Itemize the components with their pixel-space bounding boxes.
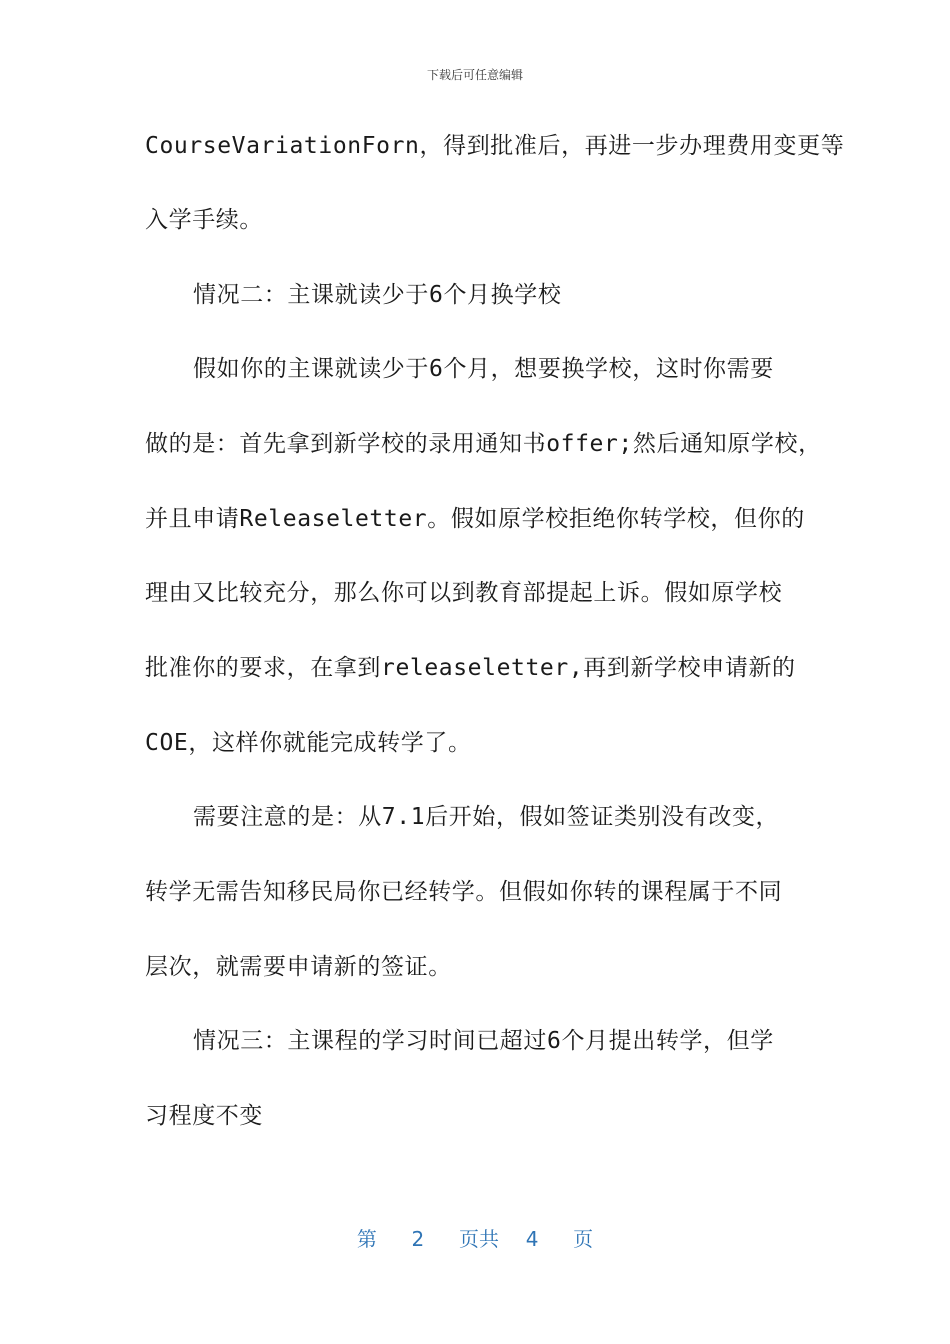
body-line: 转学无需告知移民局你已经转学。但假如你转的课程属于不同: [145, 879, 783, 905]
body-line: 入学手续。: [145, 207, 263, 233]
body-line: 批准你的要求，在拿到releaseletter,再到新学校申请新的: [145, 655, 796, 681]
section-heading: 情况二：主课就读少于6个月换学校: [193, 282, 562, 308]
body-line: 假如你的主课就读少于6个月，想要换学校，这时你需要: [193, 356, 774, 382]
total-pages-number: 4: [525, 1227, 539, 1251]
body-line: CourseVariationForn，得到批准后，再进一步办理费用变更等: [145, 133, 845, 159]
section-heading: 情况三：主课程的学习时间已超过6个月提出转学，但学: [193, 1028, 774, 1054]
body-line: 习程度不变: [145, 1103, 263, 1129]
body-line: 理由又比较充分，那么你可以到教育部提起上诉。假如原学校: [145, 580, 783, 606]
page-mid: 页共: [459, 1227, 499, 1251]
body-line: 层次，就需要申请新的签证。: [145, 954, 452, 980]
header-note: 下载后可任意编辑: [426, 68, 523, 82]
page-footer: [0, 1226, 950, 1252]
page-suffix: 页: [573, 1227, 594, 1251]
body-line: COE，这样你就能完成转学了。: [145, 730, 472, 756]
body-line: 并且申请Releaseletter。假如原学校拒绝你转学校，但你的: [145, 506, 805, 532]
body-line: 做的是：首先拿到新学校的录用通知书offer;然后通知原学校，: [145, 431, 822, 457]
page-prefix: 第: [356, 1227, 377, 1251]
body-line: 需要注意的是：从7.1后开始，假如签证类别没有改变，: [193, 804, 780, 830]
current-page-number: 2: [411, 1227, 425, 1251]
